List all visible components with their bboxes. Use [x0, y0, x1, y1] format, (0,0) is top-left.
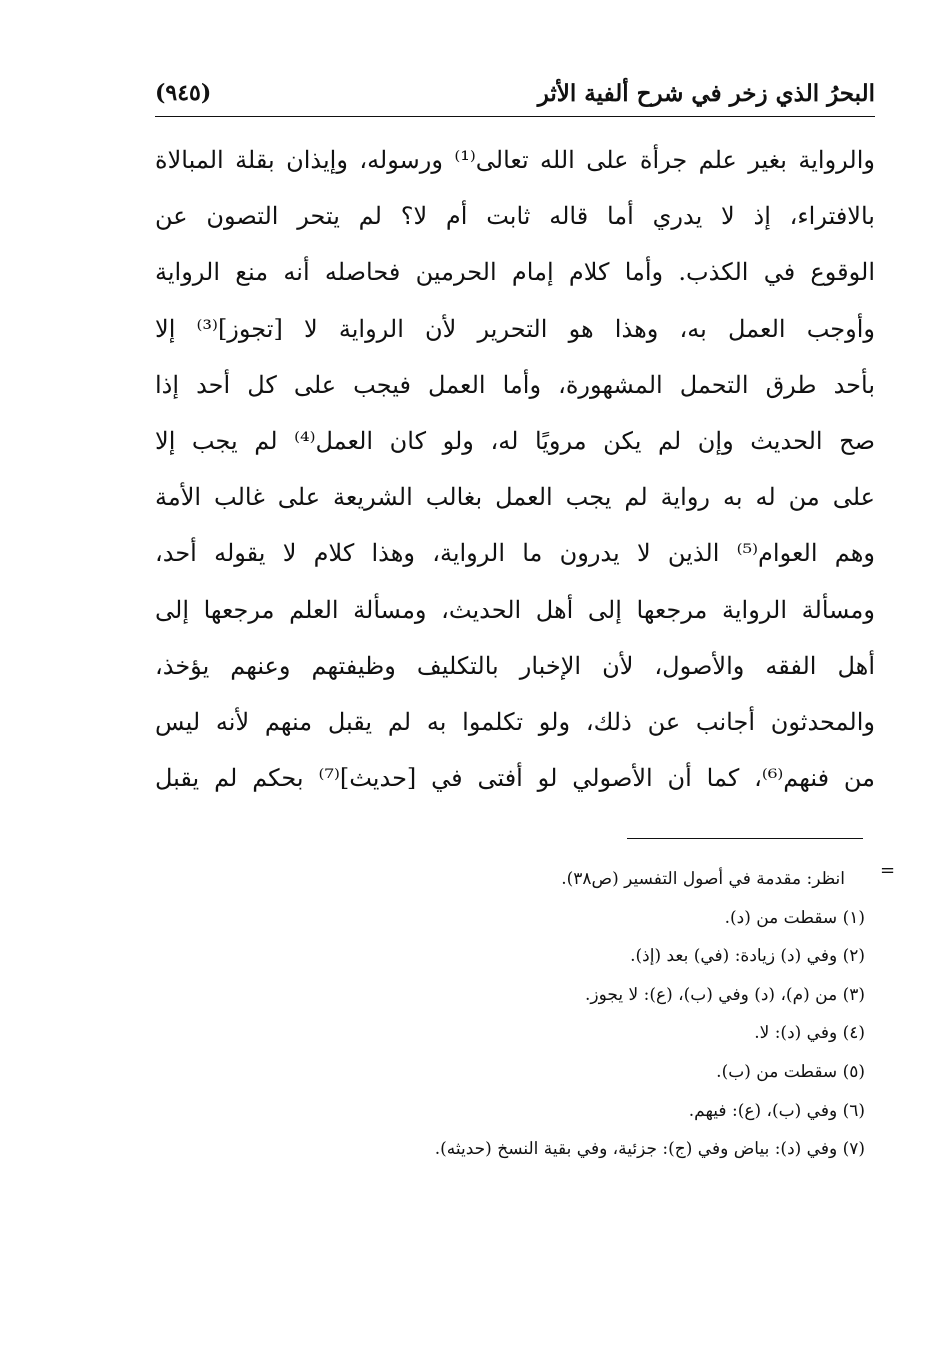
footnote-item: (٦) وفي (ب)، (ع): فيهم. [688, 1100, 865, 1121]
running-header [155, 76, 875, 116]
footnote-separator [627, 838, 863, 839]
footnote-item: (٢) وفي (د) زيادة: (في) بعد (إذ). [630, 946, 865, 967]
text-line: على من له به رواية لم يجب العمل بغالب الشريعة على غالب الأمة [155, 483, 875, 512]
text-line: أهل الفقه والأصول، لأن الإخبار بالتكليف وظيفتهم وعنهم يؤخذ، [155, 651, 875, 680]
text-line: والمحدثون أجانب عن ذلك، ولو تكلموا به لم يقبل منهم لأنه ليس [155, 707, 875, 736]
text-line: الوقوع في الكذب. وأما كلام إمام الحرمين فحاصله أنه منع الرواية [155, 258, 875, 287]
footnotes [200, 860, 865, 1169]
footnote-item: (١) سقطت من (د). [724, 907, 865, 928]
text-line: ومسألة الرواية مرجعها إلى أهل الحديث، ومسألة العلم مرجعها إلى [155, 595, 875, 624]
footnote-item: (٧) وفي (د): بياض وفي (ج): جزئية، وفي بقية النسخ (حديثه). [434, 1139, 865, 1160]
text-line: وهم العوام⁽⁵⁾ الذين لا يدرون ما الرواية، وهذا كلام لا يقوله أحد، [155, 539, 875, 568]
text-line: والرواية بغير علم جرأة على الله تعالى⁽¹⁾ ورسوله، وإيذان بقلة المبالاة [155, 146, 875, 174]
footnote-item: (٣) من (م)، (د) وفي (ب)، (ع): لا يجوز. [585, 984, 865, 1005]
text-line: وأوجب العمل به، وهذا هو التحرير لأن الرواية لا [تجوز]⁽³⁾ إلا [155, 314, 875, 343]
footnote-continuation: انظر: مقدمة في أصول التفسير (ص٣٨). [561, 869, 845, 889]
text-line: من فنهم⁽⁶⁾، كما أن الأصولي لو أفتى في [حديث]⁽⁷⁾ بحكم لم يقبل [155, 764, 875, 793]
page-number: (٩٤٥) [155, 80, 212, 106]
book-title: البحرُ الذي زخر في شرح ألفية الأثر [537, 80, 875, 107]
header-rule [155, 116, 875, 117]
main-text [155, 132, 875, 806]
text-line: صح الحديث وإن لم يكن مرويًا له، ولو كان العمل⁽⁴⁾ لم يجب إلا [155, 426, 875, 455]
text-line: بأحد طرق التحمل المشهورة، وأما العمل فيجب على كل أحد إذا [155, 370, 875, 399]
footnote-item: (٤) وفي (د): لا. [754, 1023, 865, 1044]
continuation-mark: = [880, 860, 896, 881]
text-line: بالافتراء، إذ لا يدري أما قاله ثابت أم لا؟ لم يتحر التصون عن [155, 202, 875, 231]
footnote-item: (٥) سقطت من (ب). [716, 1061, 865, 1082]
